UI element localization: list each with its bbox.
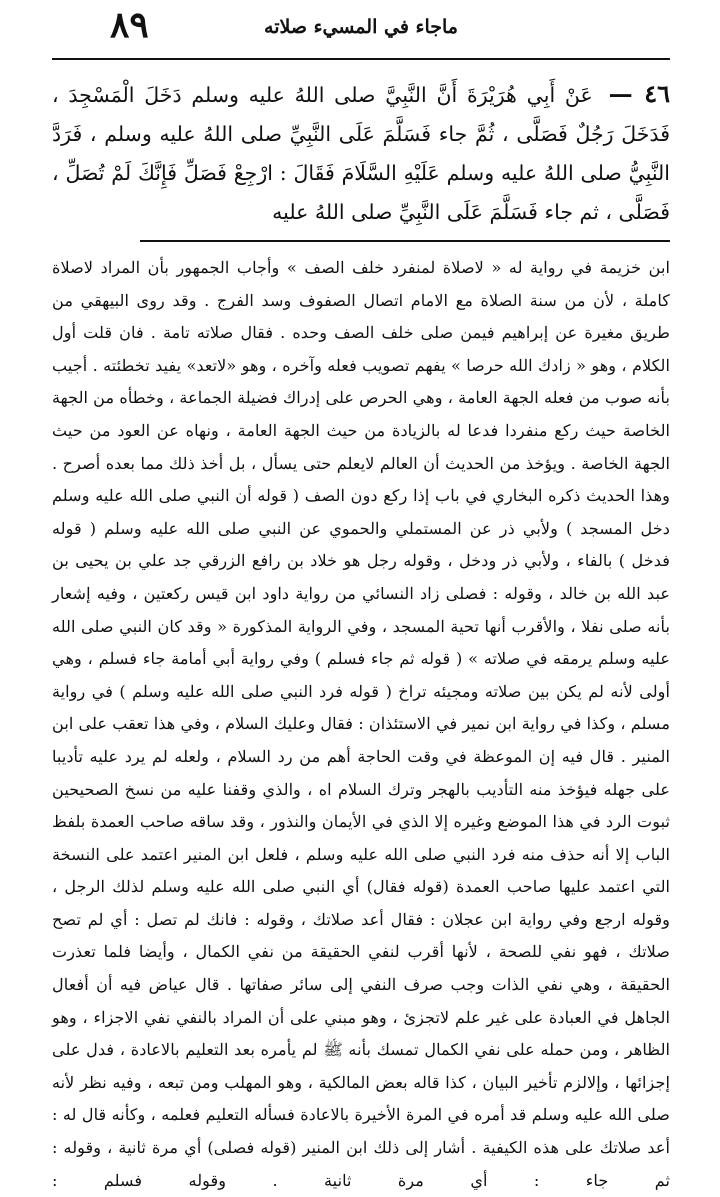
commentary-block xyxy=(52,252,670,1197)
hadith-text-block xyxy=(52,74,670,232)
page-header xyxy=(52,0,670,60)
commentary-text: ابن خزيمة في رواية له « لاصلاة لمنفرد خلف الصف » وأجاب الجمهور بأن المراد لاصلاة كاملة ، لأن من سنة الصلاة مع الامام اتصال الصفوف وسد الفرج . وقد روى البيهقي من طريق مغيرة عن إبراهيم فيمن صلى خلف الصف وحده . فقال صلاته تامة . فان قلت أول الكلام ، وهو « زادك الله حرصا » يفهم تصويب فعله وآخره ، وهو «لاتعد» يفيد تخطئته . أجيب بأنه صوب من فعله الجهة العامة ، وهي الحرص على إدراك فضيلة الجماعة ، وخطأه من الجهة الخاصة حيث ركع منفردا فدعا له بالزيادة من حيث الجهة العامة ، ونهاه عن العود من حيث الجهة الخاصة . ويؤخذ من الحديث أن العالم لايعلم حتى يسأل ، بل أخذ ذلك مما بعده أصرح . وهذا الحديث ذكره البخاري في باب إذا ركع دون الصف ( قوله أن النبي صلى الله عليه وسلم دخل المسجد ) ولأبي ذر عن المستملي والحموي عن النبي صلى الله عليه وسلم ( قوله فدخل ) بالفاء ، ولأبي ذر ودخل ، وقوله رجل هو خلاد بن رافع الزرقي جد علي بن يحيى بن عبد الله بن خالد ، وقوله : فصلى زاد النسائي من رواية داود ابن قيس ركعتين ، وفيه إشعار بأنه صلى نفلا ، والأقرب أنها تحية المسجد ، وفي الرواية المذكورة « وقد كان النبي صلى الله عليه وسلم يرمقه في صلاته » ( قوله ثم جاء فسلم ) وفي رواية أبي أمامة جاء فسلم ، وهي أولى لأنه لم يكن بين صلاته ومجيئه تراخ ( قوله فرد النبي صلى الله عليه وسلم ) في رواية مسلم ، وكذا في رواية ابن نمير في الاستئذان : فقال وعليك السلام ، وفي هذا تعقب على ابن المنير . قال فيه إن الموعظة في وقت الحاجة أهم من رد السلام ، ولعله لم يرد عليه تأديبا على جهله فيؤخذ منه التأديب بالهجر وترك السلام اه ، والذي وقفنا عليه من نسخ الصحيحين ثبوت الرد في هذا الموضع وغيره إلا الذي في الأيمان والنذور ، وقد ساقه صاحب العمدة بلفظ الباب إلا أنه حذف منه فرد النبي صلى الله عليه وسلم ، فلعل ابن المنير اعتمد على النسخة التي اعتمد عليها صاحب العمدة (قوله فقال) أي النبي صلى الله عليه وسلم لذلك الرجل ، وقوله ارجع وفي رواية ابن عجلان : فقال أعد صلاتك ، وقوله : فانك لم تصل : أي لم تصح صلاتك ، فهو نفي للصحة ، لأنها أقرب لنفي الحقيقة من نفي الكمال ، وأيضا فلما تعذرت الحقيقة ، وهي نفي الذات وجب صرف النفي إلى سائر صفاتها . قال عياض فيه أن أفعال الجاهل في العبادة على غير علم لاتجزئ ، وهو مبني على أن المراد بالنفي نفي الاجزاء ، وهو الظاهر ، ومن حمله على نفي الكمال تمسك بأنه ﷺ لم يأمره بعد التعليم بالاعادة ، فدل على إجزائها ، وإلالزم تأخير البيان ، كذا قاله بعض المالكية ، وهو المهلب ومن تبعه ، وفيه نظر لأنه صلى الله عليه وسلم قد أمره في المرة الأخيرة بالاعادة فسأله التعليم فعلمه ، وكأنه قال له : أعد صلاتك على هذه الكيفية . أشار إلى ذلك ابن المنير (قوله فصلى) أي مرة ثانية ، وقوله : ثم جاء : أي مرة ثانية . وقوله فسلم : xyxy=(52,258,670,1190)
hadith-number: ٤٦ — xyxy=(608,79,670,108)
page-number: ٨٩ xyxy=(110,4,149,46)
running-title: ماجاء في المسيء صلاته xyxy=(264,16,458,38)
section-divider xyxy=(140,240,670,242)
hadith-text: عَنْ أَبِي هُرَيْرَةَ أَنَّ النَّبِيَّ صلى اللهُ عليه وسلم دَخَلَ الْمَسْجِدَ ، فَدَخَلَ رَجُلٌ فَصَلَّى ، ثُمَّ جاء فَسَلَّمَ عَلَى النَّبِيِّ صلى اللهُ عليه وسلم ، فَرَدَّ النَّبِيُّ صلى اللهُ عليه وسلم عَلَيْهِ السَّلَامَ فَقَالَ : ارْجِعْ فَصَلِّ فَإِنَّكَ لَمْ تُصَلِّ ، فَصَلَّى ، ثم جاء فَسَلَّمَ عَلَى النَّبِيِّ صلى اللهُ عليه xyxy=(52,83,670,224)
